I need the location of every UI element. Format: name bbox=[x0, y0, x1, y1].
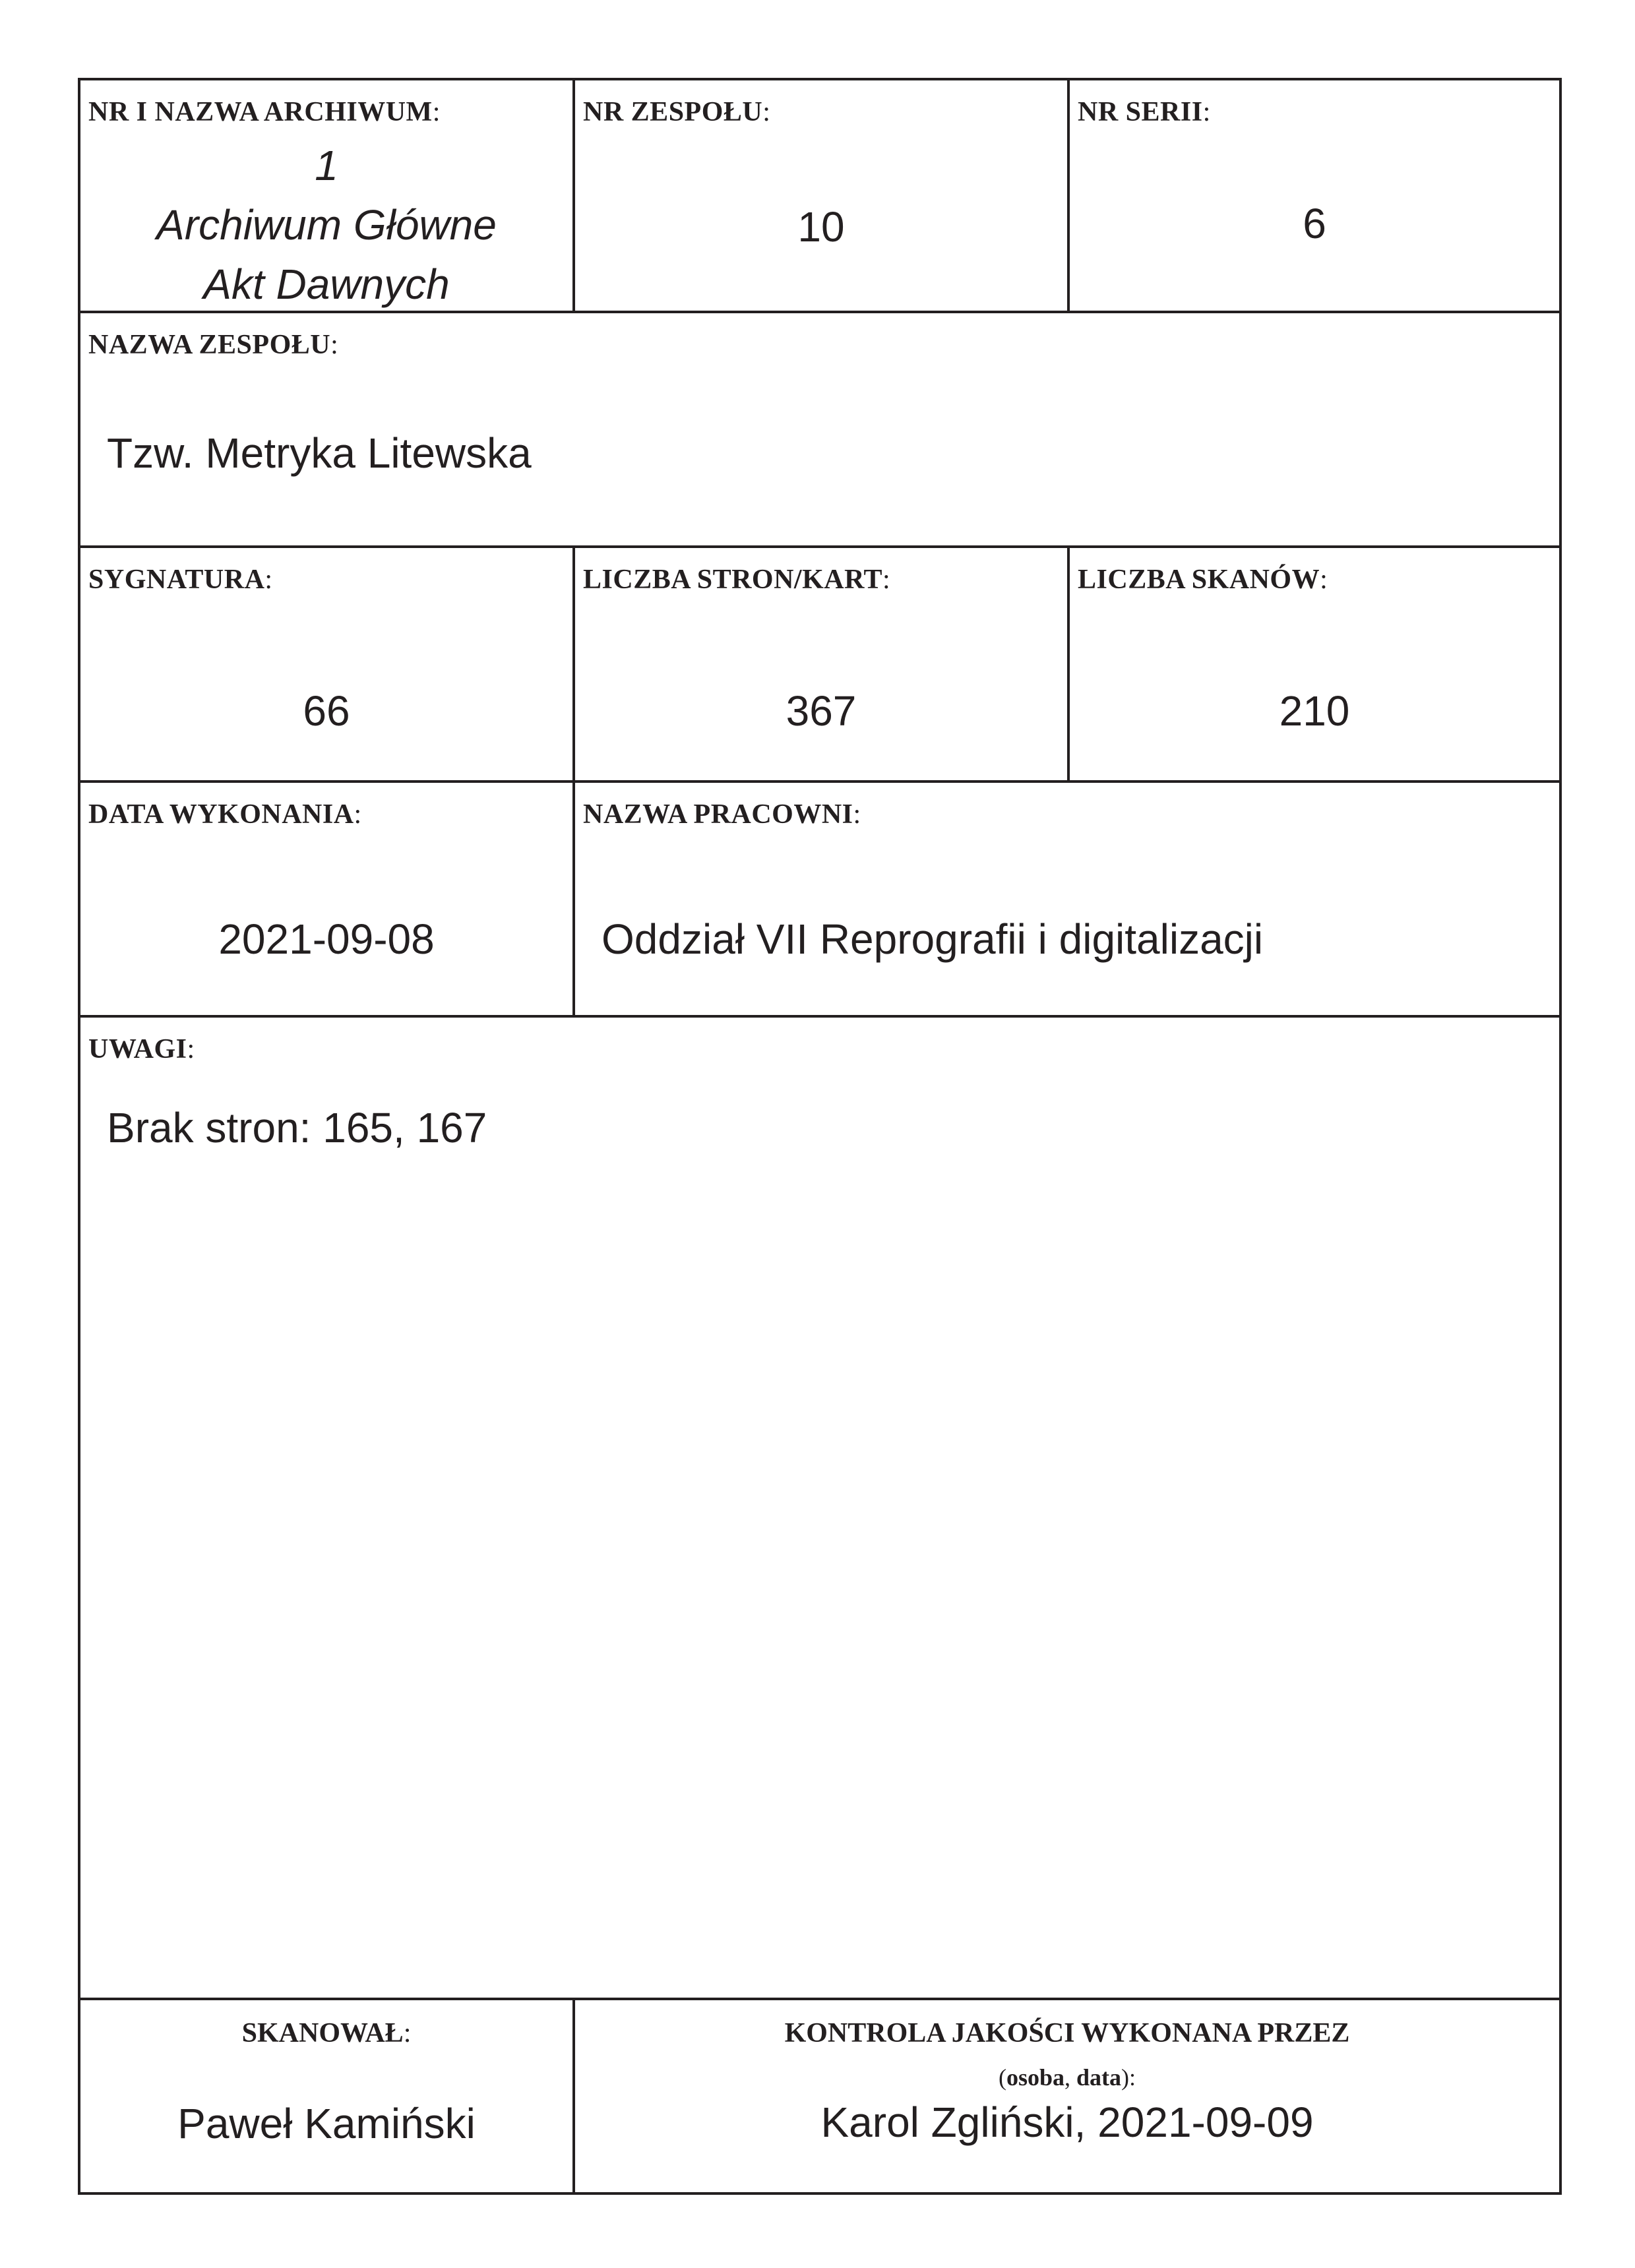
archive-number: 1 bbox=[315, 142, 338, 189]
series-number-cell bbox=[1070, 80, 1559, 313]
execution-date-value: 2021-09-08 bbox=[218, 915, 435, 963]
scanned-by-label: SKANOWAŁ: bbox=[241, 2018, 412, 2048]
scanned-by-cell bbox=[80, 2000, 575, 2192]
series-number-label: NR SERII: bbox=[1078, 97, 1211, 127]
archive-label: NR I NAZWA ARCHIWUM: bbox=[88, 97, 441, 127]
fonds-name-value: Tzw. Metryka Litewska bbox=[107, 429, 532, 477]
scans-count-label: LICZBA SKANÓW: bbox=[1078, 565, 1328, 595]
fonds-number-value: 10 bbox=[797, 203, 845, 251]
pages-count-cell bbox=[575, 548, 1070, 783]
workshop-name-cell bbox=[575, 783, 1559, 1018]
execution-date-cell bbox=[80, 783, 575, 1018]
fonds-number-label: NR ZESPOŁU: bbox=[583, 97, 771, 127]
execution-date-label: DATA WYKONANIA: bbox=[88, 799, 362, 830]
quality-control-label: KONTROLA JAKOŚCI WYKONANA PRZEZ bbox=[784, 2018, 1350, 2048]
metadata-card bbox=[78, 78, 1562, 2195]
scans-count-value: 210 bbox=[1279, 687, 1350, 735]
remarks-value: Brak stron: 165, 167 bbox=[107, 1104, 487, 1151]
scanned-by-value: Paweł Kamiński bbox=[177, 2100, 476, 2147]
archive-value bbox=[80, 136, 572, 314]
pages-count-value: 367 bbox=[786, 687, 857, 735]
workshop-name-label: NAZWA PRACOWNI: bbox=[583, 799, 861, 830]
scans-count-cell bbox=[1070, 548, 1559, 783]
quality-control-cell bbox=[575, 2000, 1559, 2192]
remarks-label: UWAGI: bbox=[88, 1034, 195, 1064]
fonds-name-label: NAZWA ZESPOŁU: bbox=[88, 330, 339, 360]
signature-value: 66 bbox=[303, 687, 350, 735]
workshop-name-value: Oddział VII Reprografii i digitalizacji bbox=[602, 915, 1264, 963]
series-number-value: 6 bbox=[1303, 200, 1326, 247]
archive-name-line2: Akt Dawnych bbox=[203, 261, 450, 308]
remarks-cell bbox=[80, 1018, 1559, 2000]
signature-label: SYGNATURA: bbox=[88, 565, 273, 595]
fonds-number-cell bbox=[575, 80, 1070, 313]
archive-cell bbox=[80, 80, 575, 313]
archive-name-line1: Archiwum Główne bbox=[156, 201, 497, 249]
quality-control-value: Karol Zgliński, 2021-09-09 bbox=[820, 2099, 1314, 2146]
signature-cell bbox=[80, 548, 575, 783]
pages-count-label: LICZBA STRON/KART: bbox=[583, 565, 891, 595]
quality-control-sublabel: (osoba, data): bbox=[998, 2064, 1136, 2091]
fonds-name-cell bbox=[80, 313, 1559, 548]
